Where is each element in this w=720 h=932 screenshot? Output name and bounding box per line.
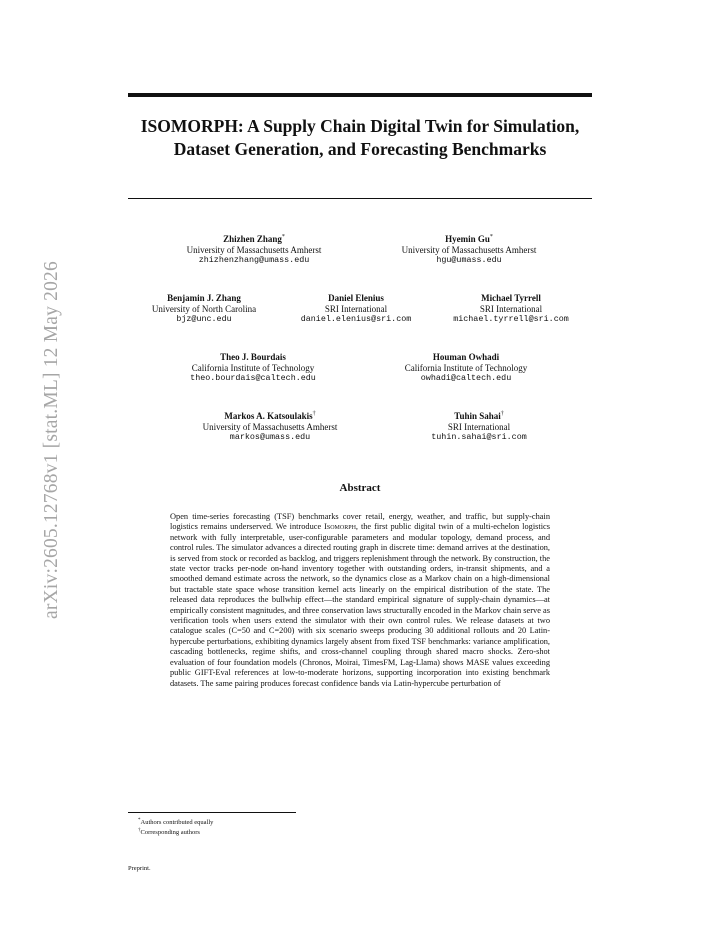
author-affiliation: SRI International [447,421,511,432]
author-affiliation: California Institute of Technology [404,362,528,373]
footnote-mark: † [138,828,141,833]
paper-title: ISOMORPH: A Supply Chain Digital Twin for Simulation, Dataset Generation, and Forecasting Benchmarks [140,116,580,159]
author-affiliation: SRI International [479,303,543,314]
author-name: Houman Owhadi [432,352,500,362]
system-name: Isomorph [324,522,356,532]
author-mark: * [281,234,285,240]
author-email[interactable]: hgu@umass.edu [436,255,502,266]
abstract-text-rest: , the first public digital twin of a multi-echelon logistics network with fully interpretable, user-configurable parameters and modular topology, demand process, and control rules. The simulator advances a directed routing graph in discrete time: demand arrives at the destination, is served from stock or recorded as backlog, and triggers replenishment through the network. By construction, the state vector tracks per-node on-hand inventory together with outstanding orders, in-transit shipments, and a smoothed demand estimate across the network, so the dynamics close as a Markov chain on a high-dimensional but tractable state space whose transition kernel acts linearly on the empirical distribution of the state. The released data reproduces the bullwhip effect—the standard empirical signature of supply-chain dynamics—at empirically consistent magnitudes, and three conservation laws structurally encoded in the Markov chain serve as verification tools when users extend the simulator with their own control rules. We release datasets at two catalogue scales (C=50 and C=200) with six scenario sweeps producing 30 additional rollouts and 20 Latin-hypercube perturbations, exhibiting dynamics largely absent from fixed TSF benchmarks: variance amplification, cascading bottlenecks, regime shifts, and cross-channel coupling through shared macro shocks. Zero-shot evaluation of four foundation models (Chronos, Moirai, TimesFM, Lag-Llama) shows MASE values exceeding public GIFT-Eval references at low-to-moderate horizons, supporting incorporation into existing benchmark datasets. The same pairing produces forecast confidence bands via Latin-hypercube perturbation of [170,522,550,688]
footnote [138,817,213,827]
author-affiliation: University of North Carolina [151,303,257,314]
author-block [453,291,569,325]
author-mark: * [489,234,493,240]
author-block [402,232,537,266]
author-email[interactable]: michael.tyrrell@sri.com [453,314,569,325]
author-affiliation: California Institute of Technology [191,362,315,373]
author-mark: † [500,411,504,417]
author-name: Daniel Elenius [328,293,384,303]
author-block [187,232,322,266]
preprint-label: Preprint. [128,865,151,872]
author-name: Theo J. Bourdais [220,352,286,362]
author-affiliation: SRI International [324,303,388,314]
author-email[interactable]: theo.bourdais@caltech.edu [190,373,316,384]
author-block [405,350,527,384]
author-name: Benjamin J. Zhang [167,293,241,303]
author-block [190,350,316,384]
author-name: Hyemin Gu [445,234,490,244]
abstract-text-start: Open time-series forecasting (TSF) benchmarks cover retail, energy, weather, and traffic, but supply-chain logistics remains underserved. We introduce [170,512,550,532]
abstract-text [170,512,550,689]
author-name: Tuhin Sahai [454,411,501,421]
abstract-heading: Abstract [339,482,381,494]
footnote-mark: * [138,818,141,823]
title-bottom-rule [128,198,592,199]
author-name: Zhizhen Zhang [223,234,282,244]
author-email[interactable]: bjz@unc.edu [176,314,232,325]
footnote-rule [128,812,296,813]
author-affiliation: University of Massachusetts Amherst [186,244,322,255]
footnote-text: Corresponding authors [140,829,200,837]
author-block [301,291,412,325]
footnote-text: Authors contributed equally [140,819,214,827]
author-email[interactable]: zhizhenzhang@umass.edu [198,255,310,266]
author-email[interactable]: markos@umass.edu [229,432,311,443]
author-name: Michael Tyrrell [481,293,541,303]
author-email[interactable]: tuhin.sahai@sri.com [431,432,527,443]
author-name: Markos A. Katsoulakis [224,411,313,421]
author-email[interactable]: daniel.elenius@sri.com [300,314,412,325]
author-mark: † [312,411,316,417]
footnote [138,827,200,837]
author-block [152,291,256,325]
author-email[interactable]: owhadi@caltech.edu [420,373,512,384]
author-affiliation: University of Massachusetts Amherst [401,244,537,255]
author-affiliation: University of Massachusetts Amherst [202,421,338,432]
title-top-rule [128,93,592,97]
author-block [431,409,527,443]
author-block [203,409,338,443]
arxiv-identifier-stamp: arXiv:2605.12768v1 [stat.ML] 12 May 2026 [41,261,62,619]
